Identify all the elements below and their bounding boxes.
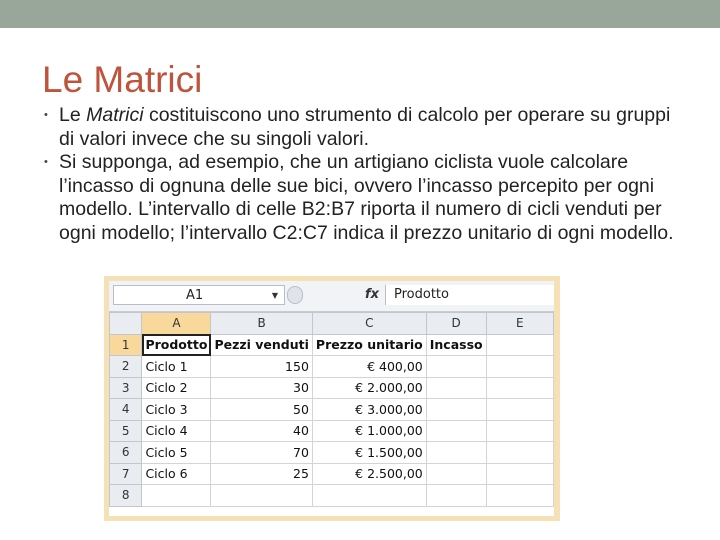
cell-e6[interactable] — [486, 442, 553, 464]
cell-d5[interactable] — [426, 420, 486, 442]
row-header[interactable]: 2 — [110, 356, 142, 378]
table-row — [110, 442, 554, 464]
table-row — [110, 356, 554, 378]
column-header-e[interactable]: E — [486, 313, 553, 335]
formula-input[interactable]: Prodotto — [385, 285, 554, 305]
table-row — [110, 399, 554, 421]
table-row — [110, 463, 554, 485]
cell-b8[interactable] — [211, 485, 312, 507]
cell-d7[interactable] — [426, 463, 486, 485]
cell-d4[interactable] — [426, 399, 486, 421]
select-all-corner[interactable] — [110, 313, 142, 335]
cell-b3[interactable]: 30 — [211, 377, 312, 399]
cell-d3[interactable] — [426, 377, 486, 399]
bullet-text-prefix: Le — [59, 104, 87, 126]
cell-c4[interactable]: € 3.000,00 — [312, 399, 426, 421]
cell-c2[interactable]: € 400,00 — [312, 356, 426, 378]
cell-c1[interactable]: Prezzo unitario — [312, 334, 426, 356]
bullet-list — [44, 104, 684, 245]
table-row — [110, 334, 554, 356]
slide-title: Le Matrici — [42, 59, 203, 100]
cell-b2[interactable]: 150 — [211, 356, 312, 378]
cell-c6[interactable]: € 1.500,00 — [312, 442, 426, 464]
spreadsheet-window — [109, 281, 554, 516]
cell-e4[interactable] — [486, 399, 553, 421]
name-box[interactable] — [113, 285, 285, 305]
cell-b7[interactable]: 25 — [211, 463, 312, 485]
cell-e8[interactable] — [486, 485, 553, 507]
row-header[interactable]: 5 — [110, 420, 142, 442]
cell-d6[interactable] — [426, 442, 486, 464]
row-header[interactable]: 1 — [110, 334, 142, 356]
chevron-down-icon[interactable]: ▼ — [271, 291, 278, 300]
formula-bar-grip[interactable] — [287, 286, 303, 304]
bullet-item — [44, 151, 684, 245]
cell-e1[interactable] — [486, 334, 553, 356]
cell-d8[interactable] — [426, 485, 486, 507]
column-header-b[interactable]: B — [211, 313, 312, 335]
cell-a3[interactable]: Ciclo 2 — [142, 377, 211, 399]
bullet-text-emphasis: Matrici — [86, 104, 144, 126]
row-header[interactable]: 8 — [110, 485, 142, 507]
cell-b4[interactable]: 50 — [211, 399, 312, 421]
cell-e2[interactable] — [486, 356, 553, 378]
bullet-dot-icon: • — [44, 156, 48, 168]
cell-a8[interactable] — [142, 485, 211, 507]
column-header-a[interactable]: A — [142, 313, 211, 335]
table-row — [110, 420, 554, 442]
cell-a4[interactable]: Ciclo 3 — [142, 399, 211, 421]
cell-a2[interactable]: Ciclo 1 — [142, 356, 211, 378]
cell-a1[interactable]: Prodotto — [142, 334, 211, 356]
name-box-value: A1 — [186, 288, 204, 303]
cell-a5[interactable]: Ciclo 4 — [142, 420, 211, 442]
cell-b5[interactable]: 40 — [211, 420, 312, 442]
row-header[interactable]: 3 — [110, 377, 142, 399]
spreadsheet-screenshot — [104, 276, 560, 521]
fx-icon[interactable]: fx — [365, 287, 380, 302]
cell-e3[interactable] — [486, 377, 553, 399]
bullet-item — [44, 104, 684, 151]
cell-c5[interactable]: € 1.000,00 — [312, 420, 426, 442]
cell-e7[interactable] — [486, 463, 553, 485]
row-header[interactable]: 6 — [110, 442, 142, 464]
cell-c3[interactable]: € 2.000,00 — [312, 377, 426, 399]
bullet-text: Si supponga, ad esempio, che un artigiano ciclista vuole calcolare l’incasso di ognuna delle sue bici, ovvero l’incasso percepito per ogni modello. L’intervallo di celle B2:B7 riporta il numero di cicli venduti per ogni modello; l’intervallo C2:C7 indica il prezzo unitario di ogni modello. — [59, 151, 674, 244]
top-accent-bar — [0, 0, 720, 28]
cell-a7[interactable]: Ciclo 6 — [142, 463, 211, 485]
formula-bar — [109, 281, 554, 312]
row-header[interactable]: 7 — [110, 463, 142, 485]
table-row — [110, 485, 554, 507]
column-header-c[interactable]: C — [312, 313, 426, 335]
cell-e5[interactable] — [486, 420, 553, 442]
column-header-d[interactable]: D — [426, 313, 486, 335]
cell-d2[interactable] — [426, 356, 486, 378]
row-header[interactable]: 4 — [110, 399, 142, 421]
cell-a6[interactable]: Ciclo 5 — [142, 442, 211, 464]
bullet-text-rest: costituiscono uno strumento di calcolo per operare su gruppi di valori invece che su singoli valori. — [59, 104, 671, 150]
bullet-dot-icon: • — [44, 109, 48, 121]
cell-b6[interactable]: 70 — [211, 442, 312, 464]
cell-c8[interactable] — [312, 485, 426, 507]
cell-d1[interactable]: Incasso — [426, 334, 486, 356]
table-row — [110, 377, 554, 399]
cell-grid — [109, 312, 554, 507]
cell-c7[interactable]: € 2.500,00 — [312, 463, 426, 485]
cell-b1[interactable]: Pezzi venduti — [211, 334, 312, 356]
